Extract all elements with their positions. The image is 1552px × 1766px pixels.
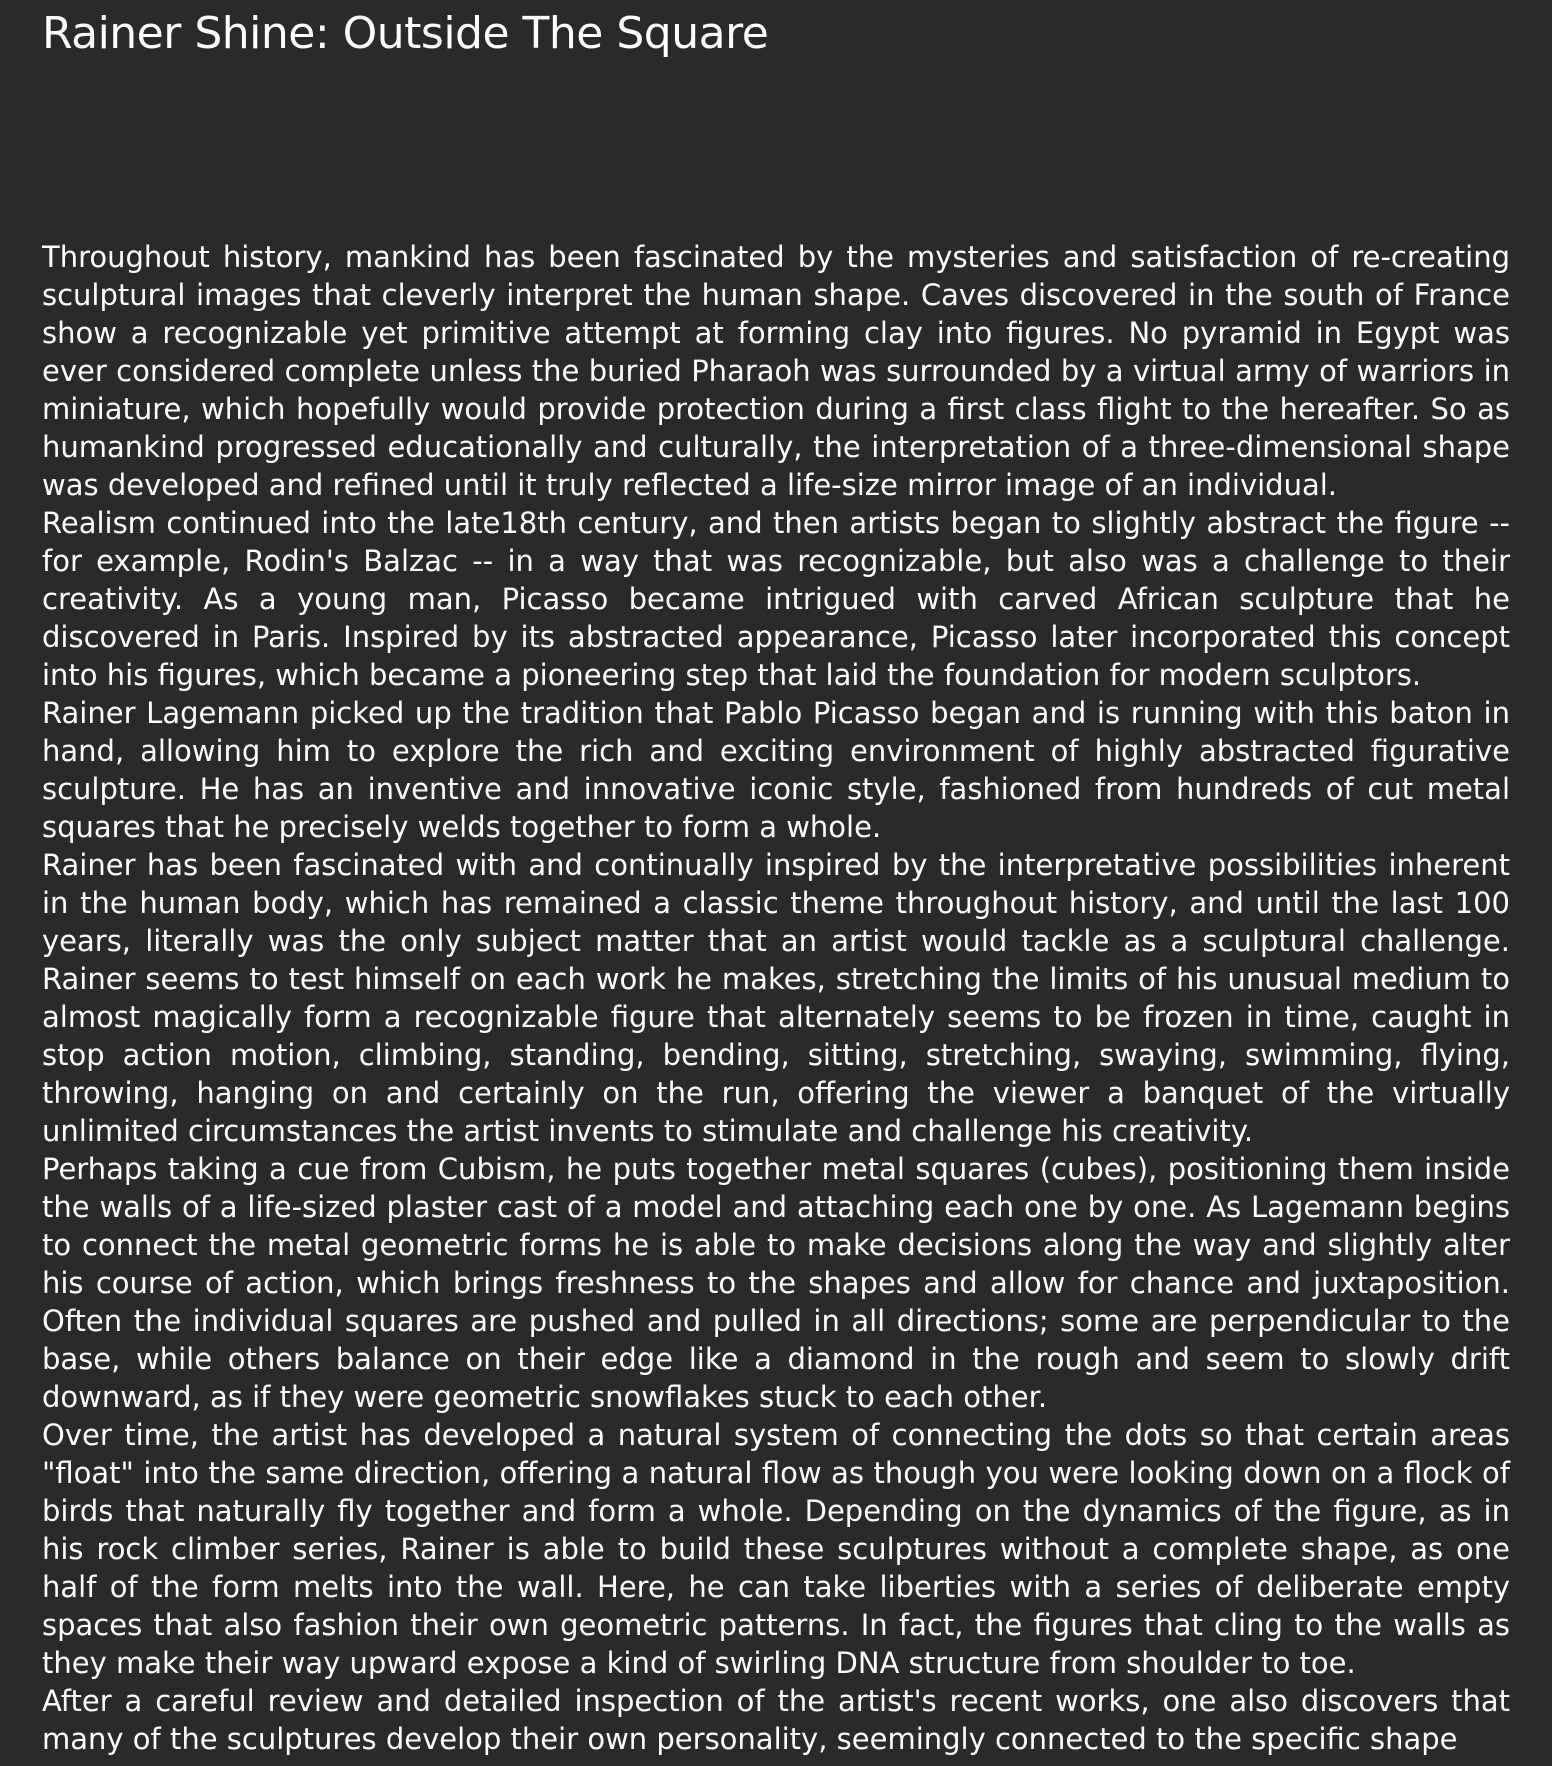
page-title: Rainer Shine: Outside The Square bbox=[42, 8, 769, 59]
paragraph: After a careful review and detailed inspection of the artist's recent works, one also discovers that many of the sculptures develop their own personality, seemingly connected to the specific shape bbox=[42, 1684, 1510, 1756]
page bbox=[42, 0, 1510, 1756]
paragraph: Perhaps taking a cue from Cubism, he puts together metal squares (cubes), positioning them inside the walls of a life-sized plaster cast of a model and attaching each one by one. As Lagemann begins to connect the metal geometric forms he is able to make decisions along the way and slightly alter his course of action, which brings freshness to the shapes and allow for chance and juxtaposition. Often the individual squares are pushed and pulled in all directions; some are perpendicular to the base, while others balance on their edge like a diamond in the rough and seem to slowly drift downward, as if they were geometric snowflakes stuck to each other. bbox=[42, 1152, 1510, 1414]
paragraph: Rainer Lagemann picked up the tradition that Pablo Picasso began and is running with this baton in hand, allowing him to explore the rich and exciting environment of highly abstracted figurative sculpture. He has an inventive and innovative iconic style, fashioned from hundreds of cut metal squares that he precisely welds together to form a whole. bbox=[42, 696, 1510, 844]
paragraph: Realism continued into the late18th century, and then artists began to slightly abstract the figure -- for example, Rodin's Balzac -- in a way that was recognizable, but also was a challenge to their creativity. As a young man, Picasso became intrigued with carved African sculpture that he discovered in Paris. Inspired by its abstracted appearance, Picasso later incorporated this concept into his figures, which became a pioneering step that laid the foundation for modern sculptors. bbox=[42, 506, 1510, 692]
paragraph: Throughout history, mankind has been fascinated by the mysteries and satisfaction of re-creating sculptural images that cleverly interpret the human shape. Caves discovered in the south of France show a recognizable yet primitive attempt at forming clay into figures. No pyramid in Egypt was ever considered complete unless the buried Pharaoh was surrounded by a virtual army of warriors in miniature, which hopefully would provide protection during a first class flight to the hereafter. So as humankind progressed educationally and culturally, the interpretation of a three-dimensional shape was developed and refined until it truly reflected a life-size mirror image of an individual. bbox=[42, 240, 1510, 502]
article-body bbox=[42, 238, 1510, 1758]
paragraph: Rainer has been fascinated with and continually inspired by the interpretative possibilities inherent in the human body, which has remained a classic theme throughout history, and until the last 100 years, literally was the only subject matter that an artist would tackle as a sculptural challenge. Rainer seems to test himself on each work he makes, stretching the limits of his unusual medium to almost magically form a recognizable figure that alternately seems to be frozen in time, caught in stop action motion, climbing, standing, bending, sitting, stretching, swaying, swimming, flying, throwing, hanging on and certainly on the run, offering the viewer a banquet of the virtually unlimited circumstances the artist invents to stimulate and challenge his creativity. bbox=[42, 848, 1510, 1148]
paragraph: Over time, the artist has developed a natural system of connecting the dots so that certain areas "float" into the same direction, offering a natural flow as though you were looking down on a flock of birds that naturally fly together and form a whole. Depending on the dynamics of the figure, as in his rock climber series, Rainer is able to build these sculptures without a complete shape, as one half of the form melts into the wall. Here, he can take liberties with a series of deliberate empty spaces that also fashion their own geometric patterns. In fact, the figures that cling to the walls as they make their way upward expose a kind of swirling DNA structure from shoulder to toe. bbox=[42, 1418, 1510, 1680]
